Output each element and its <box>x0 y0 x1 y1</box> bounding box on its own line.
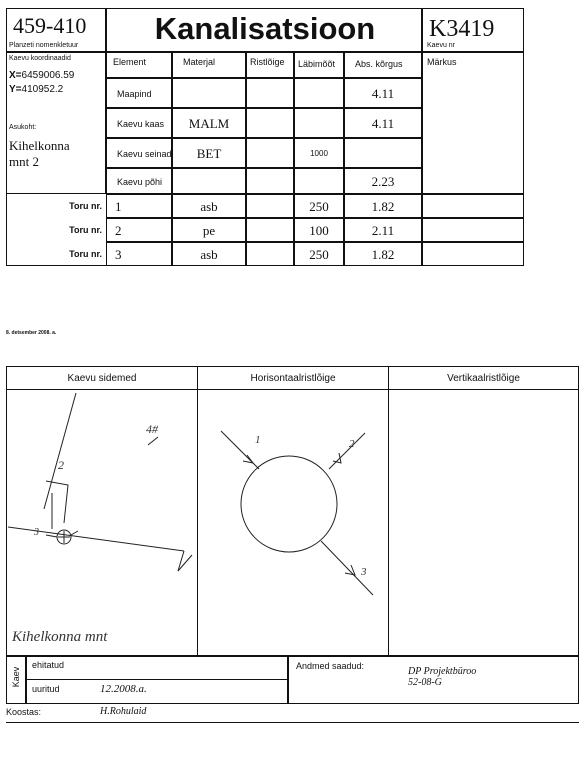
pipe-2-material: pe <box>172 218 246 242</box>
sketch-col3 <box>388 366 579 656</box>
coord-x-label: X= <box>9 70 22 81</box>
sketch-col3-title: Vertikaalristlõige <box>447 373 520 384</box>
pipe-1-height: 1.82 <box>344 194 422 218</box>
info-column <box>6 52 106 194</box>
th-notes: Märkus <box>422 52 524 194</box>
location-caption: Asukoht: <box>9 124 37 131</box>
footer-data-value1: DP Projektbüroo <box>408 666 477 677</box>
pipe3-arrow <box>345 565 355 575</box>
pipe-1-notes <box>422 194 524 218</box>
well-card <box>6 8 524 266</box>
sketch-n3-label: 3 <box>34 527 39 538</box>
pipe1-arrow <box>243 455 253 463</box>
row-4-diameter <box>294 168 344 194</box>
row-1-height: 4.11 <box>344 78 422 108</box>
sketch-col1-title: Kaevu sidemed <box>67 373 137 384</box>
sketch-street-label: Kihelkonna mnt <box>12 629 108 645</box>
sketch-house-mark <box>148 437 158 445</box>
th-height: Abs. kõrgus <box>344 52 422 78</box>
well-id-box <box>422 8 524 52</box>
pipe-3-label: Toru nr. <box>69 249 102 259</box>
row-4-material <box>172 168 246 194</box>
th-diameter: Läbimõõt <box>294 52 344 78</box>
pipe-1-section <box>246 194 294 218</box>
pipe-1-nr: 1 <box>106 194 172 218</box>
coord-x <box>9 70 74 81</box>
sketch-n2-label: 2 <box>58 458 64 472</box>
pipe-2-diameter: 100 <box>294 218 344 242</box>
horizontal-section <box>197 389 389 656</box>
pipe-3-nr: 3 <box>106 242 172 266</box>
site-sketch <box>6 389 198 656</box>
row-4-height: 2.23 <box>344 168 422 194</box>
row-2-diameter <box>294 108 344 138</box>
well-id-caption: Kaevu nr <box>427 42 456 49</box>
title-box <box>106 8 422 52</box>
row-2-element: Kaevu kaas <box>106 108 172 138</box>
sheet-box <box>6 8 106 52</box>
pipe-3-material: asb <box>172 242 246 266</box>
footer-data-label: Andmed saadud: <box>296 661 365 671</box>
footer <box>6 656 579 728</box>
footer-compiled-value: H.Rohulaid <box>100 706 147 717</box>
footer-compiled-label: Koostas: <box>6 707 42 717</box>
row-3-element: Kaevu seinad <box>106 138 172 168</box>
row-3-height <box>344 138 422 168</box>
footer-built-label: ehitatud <box>32 660 65 670</box>
pipe-1-diameter: 250 <box>294 194 344 218</box>
pipe3-label: 3 <box>361 566 367 578</box>
sheet-code: 459-410 <box>13 13 87 38</box>
coords-caption: Kaevu koordinaadid <box>9 55 71 62</box>
pipe-2-height: 2.11 <box>344 218 422 242</box>
row-4-element: Kaevu põhi <box>106 168 172 194</box>
pipe-3-notes <box>422 242 524 266</box>
sheet-caption: Planzeti nomenkletuur <box>9 42 79 49</box>
th-material: Materjal <box>172 52 246 78</box>
well-circle <box>241 456 337 552</box>
row-3-section <box>246 138 294 168</box>
footer-side-label: Kaev <box>11 666 21 688</box>
row-3-material: BET <box>172 138 246 168</box>
footer-data-value2: 52-08-G <box>408 677 442 688</box>
footer-surveyed-value: 12.2008.a. <box>100 683 147 695</box>
sketch-road-edge <box>44 393 76 509</box>
pipe-2-notes <box>422 218 524 242</box>
coord-y <box>9 84 63 95</box>
coord-x-value: 6459006.59 <box>21 70 75 81</box>
footer-built-row <box>26 656 288 680</box>
row-2-material: MALM <box>172 108 246 138</box>
row-1-element: Maapind <box>106 78 172 108</box>
row-1-section <box>246 78 294 108</box>
row-4-section <box>246 168 294 194</box>
well-id: K3419 <box>429 16 495 42</box>
sketch-pipe-left <box>46 535 57 537</box>
location-line1: Kihelkonna <box>9 138 70 153</box>
row-1-diameter <box>294 78 344 108</box>
pipe-3-height: 1.82 <box>344 242 422 266</box>
sketch-dim-line <box>46 481 68 523</box>
sketch-house-label: 4# <box>146 422 158 436</box>
page-title: Kanalisatsioon <box>154 11 376 46</box>
pipe1-label: 1 <box>255 434 261 446</box>
sketch-well-cross <box>58 531 70 543</box>
th-element: Element <box>106 52 172 78</box>
sketch-pipe-right <box>71 531 78 535</box>
pipe-1-material: asb <box>172 194 246 218</box>
row-2-section <box>246 108 294 138</box>
footer-surveyed-row <box>26 679 288 704</box>
date-note: 8. detsember 2008. a. <box>6 330 57 336</box>
th-section: Ristlõige <box>246 52 294 78</box>
pipe-2-nr: 2 <box>106 218 172 242</box>
footer-compiled-line <box>6 722 579 723</box>
pipe-2-section <box>246 218 294 242</box>
pipe2-line <box>329 433 365 469</box>
coord-y-value: 410952.2 <box>21 84 64 95</box>
pipe2-label: 2 <box>349 438 355 450</box>
sketch-col2-title: Horisontaalristlõige <box>250 373 336 384</box>
pipe-3-section <box>246 242 294 266</box>
row-1-material <box>172 78 246 108</box>
row-3-diameter: 1000 <box>294 138 344 168</box>
pipe-1-label: Toru nr. <box>69 201 102 211</box>
location-line2: mnt 2 <box>9 154 39 169</box>
pipe-3-diameter: 250 <box>294 242 344 266</box>
footer-surveyed-label: uuritud <box>32 684 60 694</box>
pipe-2-label: Toru nr. <box>69 225 102 235</box>
pipe2-arrow <box>333 453 341 463</box>
coord-y-label: Y= <box>9 84 22 95</box>
row-2-height: 4.11 <box>344 108 422 138</box>
sketch-section <box>6 366 579 656</box>
